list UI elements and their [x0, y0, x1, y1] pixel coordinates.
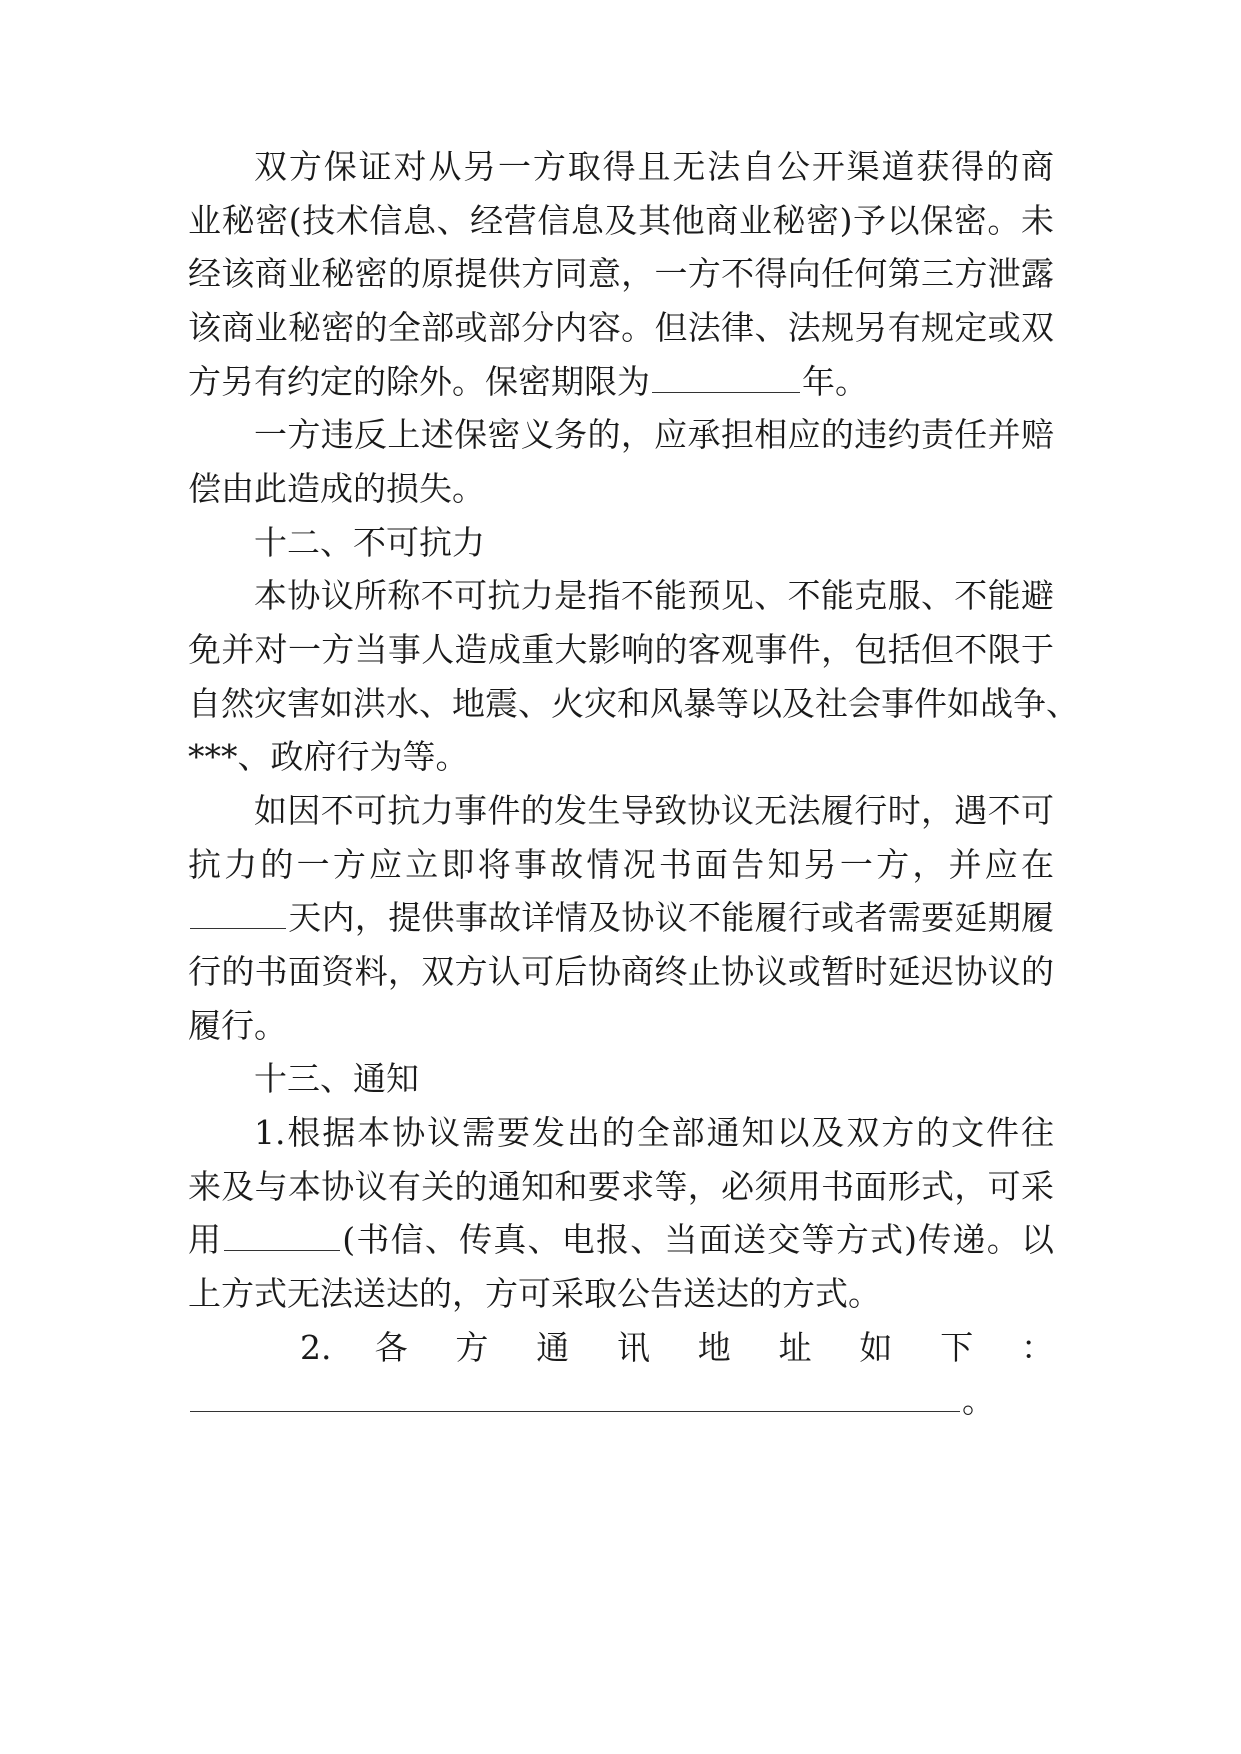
address-blank — [190, 1385, 960, 1412]
paragraph-line: ***、政府行为等。 — [188, 737, 469, 776]
delivery-method-blank — [224, 1224, 340, 1251]
paragraph-line: 偿由此造成的损失。 — [188, 469, 485, 508]
line-text: 。 — [962, 1381, 995, 1420]
paragraph-line: 该商业秘密的全部或部分内容。但法律、法规另有规定或双 — [188, 308, 1054, 347]
line-text: 年。 — [802, 362, 868, 401]
paragraph-line: 免并对一方当事人造成重大影响的客观事件，包括但不限于 — [188, 630, 1054, 669]
paragraph-line: 2. 各 方 通 讯 地 址 如 下 ： — [300, 1328, 1054, 1367]
paragraph-line: 1.根据本协议需要发出的全部通知以及双方的文件往 — [254, 1113, 1054, 1152]
days-blank — [190, 902, 286, 929]
paragraph-line: 本协议所称不可抗力是指不能预见、不能克服、不能避 — [254, 576, 1054, 615]
paragraph-line: 双方保证对从另一方取得且无法自公开渠道获得的商 — [254, 147, 1054, 186]
confidentiality-period-blank — [652, 366, 800, 393]
paragraph-line: 一方违反上述保密义务的，应承担相应的违约责任并赔 — [254, 415, 1054, 454]
line-text: (书信、传真、电报、当面送交等方式)传递。以 — [342, 1220, 1055, 1259]
paragraph-line: 业秘密(技术信息、经营信息及其他商业秘密)予以保密。未 — [188, 201, 1054, 240]
paragraph-line: 抗力的一方应立即将事故情况书面告知另一方，并应在 — [188, 845, 1054, 884]
line-text: 方另有约定的除外。保密期限为 — [188, 362, 650, 401]
paragraph-line: 履行。 — [188, 1006, 287, 1045]
paragraph-line: 自然灾害如洪水、地震、火灾和风暴等以及社会事件如战争、 — [188, 684, 1079, 723]
paragraph-line — [188, 1370, 1054, 1432]
section-heading: 十三、通知 — [254, 1059, 419, 1098]
paragraph-line — [188, 887, 1054, 949]
paragraph-line: 经该商业秘密的原提供方同意，一方不得向任何第三方泄露 — [188, 254, 1054, 293]
paragraph-line: 来及与本协议有关的通知和要求等，必须用书面形式，可采 — [188, 1167, 1054, 1206]
paragraph-line: 上方式无法送达的，方可采取公告送达的方式。 — [188, 1274, 881, 1313]
paragraph-line: 行的书面资料，双方认可后协商终止协议或暂时延迟协议的 — [188, 952, 1054, 991]
section-heading: 十二、不可抗力 — [254, 523, 485, 562]
line-text: 用 — [188, 1220, 223, 1259]
line-text: 天内，提供事故详情及协议不能履行或者需要延期履 — [288, 898, 1054, 937]
paragraph-line — [188, 1209, 1054, 1271]
paragraph-line: 如因不可抗力事件的发生导致协议无法履行时，遇不可 — [254, 791, 1054, 830]
